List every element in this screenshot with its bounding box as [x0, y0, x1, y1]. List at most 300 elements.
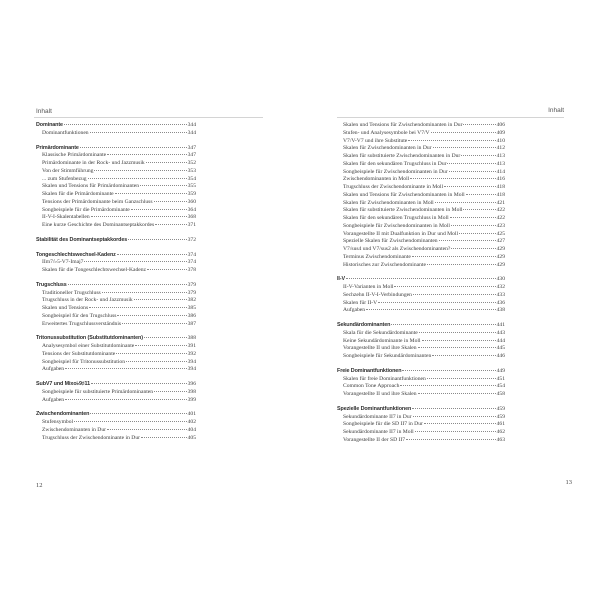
dot-leader [91, 382, 187, 384]
dot-leader [463, 123, 495, 125]
entry-page-number: 355 [187, 183, 196, 190]
entry-label: Aufgaben [42, 366, 65, 373]
toc-entry[interactable] [337, 383, 505, 391]
entry-label: Dominantfunktionen [42, 129, 89, 136]
dot-leader [449, 170, 496, 172]
entry-label: Songbeispiele für Zwischendominanten in Moll [343, 222, 450, 229]
entry-label: Skalen und Tensions für Zwischendominanten in Dur [343, 122, 463, 128]
entry-label: Aufgaben [42, 396, 65, 403]
entry-page-number: 418 [496, 191, 505, 198]
entry-page-number: 462 [496, 429, 505, 435]
toc-entry[interactable] [337, 192, 505, 200]
dot-leader [450, 216, 496, 218]
dot-leader [406, 438, 496, 440]
entry-page-number: 429 [496, 261, 505, 268]
toc-entry[interactable] [337, 184, 505, 192]
entry-label: Zwischendominanten in Dur [42, 426, 107, 433]
header-rule [337, 117, 564, 118]
dot-leader [91, 215, 187, 217]
entry-page-number: 379 [187, 289, 196, 296]
dot-leader [107, 153, 186, 155]
entry-label: Sekundärdominante II7 in Moll [343, 429, 414, 435]
entry-label: Von der Stimmführung [42, 167, 94, 174]
toc-entry[interactable] [36, 297, 196, 305]
entry-page-number: 354 [187, 175, 196, 182]
entry-page-number: 353 [187, 167, 196, 174]
dot-leader [439, 239, 496, 241]
entry-label: Skalen für substituierte Zwischendominanten in Moll [343, 207, 463, 214]
dot-leader [134, 298, 187, 300]
entry-page-number: 458 [496, 391, 505, 397]
toc-entry[interactable] [337, 284, 505, 292]
entry-page-number: 433 [496, 291, 505, 298]
toc-entry[interactable] [337, 376, 505, 384]
toc-entry[interactable] [36, 130, 196, 138]
toc-chapter-heading[interactable] [337, 322, 505, 330]
entry-page-number: 421 [496, 199, 505, 206]
entry-label: V7/V-V7 und ihre Substitute [343, 137, 408, 144]
entry-label: Songbeispiel für Tritonussubstitution [42, 358, 125, 365]
entry-label: Trugschluss der Zwischendominante in Dur [42, 434, 140, 441]
header-rule [34, 117, 263, 118]
toc-entry[interactable] [36, 290, 196, 298]
dot-leader [65, 398, 187, 400]
dot-leader [84, 260, 186, 262]
toc-section [337, 406, 505, 445]
toc-entry[interactable] [36, 207, 196, 215]
entry-label: Zwischendominanten [36, 411, 90, 418]
entry-label: Spezielle Skalen für Zwischendominanten [343, 238, 438, 245]
dot-leader [154, 390, 187, 392]
toc-entry[interactable] [337, 169, 505, 177]
toc-entry[interactable] [36, 313, 196, 321]
entry-page-number: 429 [496, 253, 505, 260]
entry-label: Traditioneller Trugschluss [42, 289, 101, 296]
dot-leader [117, 314, 186, 316]
entry-page-number: 359 [187, 191, 196, 197]
dot-leader [94, 169, 186, 171]
entry-label: Common Tone Approach [343, 383, 400, 390]
entry-label: Songbeispiele für die SD II7 in Dur [343, 421, 423, 428]
dot-leader [435, 201, 496, 203]
entry-label: Trugschluss in der Rock- und Jazzmusik [42, 297, 133, 304]
entry-page-number: 364 [187, 206, 196, 213]
entry-label: Eine kurze Geschichte des Dominantseptakkordes [42, 222, 155, 228]
dot-leader [408, 139, 495, 141]
entry-label: Skalen und Tensions [42, 305, 89, 311]
entry-label: Skalen für freie Dominantfunktionen [343, 375, 426, 382]
entry-page-number: 463 [496, 436, 505, 443]
entry-label: Trugschluss der Zwischendominante in Moll [343, 184, 444, 190]
entry-page-number: 405 [187, 434, 196, 441]
dot-leader [126, 360, 187, 362]
entry-page-number: 374 [187, 259, 196, 266]
dot-leader [154, 200, 187, 202]
entry-page-number: 432 [496, 284, 505, 290]
toc-entry[interactable] [36, 343, 196, 351]
dot-leader [115, 192, 187, 194]
dot-leader [412, 407, 495, 409]
entry-page-number: 392 [187, 350, 196, 357]
running-head: Inhalt [36, 108, 52, 115]
toc-entry[interactable] [337, 246, 505, 254]
dot-leader [444, 185, 495, 187]
dot-leader [466, 193, 496, 195]
entry-label: Sekundärdominante II7 in Dur [343, 413, 412, 420]
entry-page-number: 394 [187, 366, 196, 373]
entry-page-number: 430 [496, 276, 505, 283]
dot-leader [140, 184, 187, 186]
entry-label: Trugschluss [36, 281, 67, 288]
toc-entry[interactable] [36, 351, 196, 359]
entry-label: Primärdominante [36, 144, 79, 151]
entry-page-number: 347 [187, 144, 196, 151]
entry-page-number: 391 [187, 343, 196, 349]
toc-chapter-heading[interactable] [36, 381, 196, 389]
toc-entry[interactable] [337, 353, 505, 361]
entry-label: Songbeispiel für den Trugschluss [42, 312, 117, 319]
dot-leader [122, 322, 187, 324]
entry-page-number: 398 [187, 388, 196, 395]
entry-page-number: 344 [187, 129, 196, 136]
entry-label: Tritonussubstitution (Substitutdominanten) [36, 335, 143, 342]
dot-leader [432, 354, 495, 356]
entry-page-number: 427 [496, 238, 505, 245]
toc-entry[interactable] [36, 191, 196, 199]
dot-leader [146, 161, 187, 163]
dot-leader [117, 253, 187, 255]
dot-leader [131, 208, 187, 210]
entry-label: Dominante [36, 122, 63, 128]
toc-entry[interactable] [337, 176, 505, 184]
entry-label: Spezielle Dominantfunktionen [337, 405, 412, 412]
dot-leader [418, 392, 496, 394]
dot-leader [413, 415, 496, 417]
entry-page-number: 394 [187, 358, 196, 365]
entry-label: Stabilität des Dominantseptakkordes [36, 236, 128, 243]
entry-label: Skalen für den sekundären Trugschluss in Dur [343, 160, 447, 167]
entry-page-number: 409 [496, 129, 505, 136]
toc-entry[interactable] [36, 168, 196, 176]
entry-label: Skalen für den sekundären Trugschluss in Moll [343, 215, 449, 221]
toc-section [36, 237, 196, 245]
toc-entry[interactable] [337, 207, 505, 215]
dot-leader [463, 208, 495, 210]
toc-section [36, 145, 196, 230]
toc-entry[interactable] [36, 305, 196, 313]
toc-entry[interactable] [337, 391, 505, 399]
toc-entry[interactable] [337, 238, 505, 246]
entry-label: Keine Sekundärdominante in Moll [343, 337, 421, 344]
entry-page-number: 344 [187, 122, 196, 128]
entry-page-number: 371 [187, 222, 196, 228]
entry-page-number: 423 [496, 222, 505, 229]
dot-leader [413, 293, 496, 295]
entry-label: Sechzehn II-V-I-Verbindungen [343, 291, 412, 298]
entry-label: Erweitertes Trugschlussverständnis [42, 320, 122, 327]
toc-entry[interactable] [337, 345, 505, 353]
toc-entry[interactable] [36, 222, 196, 230]
dot-leader [107, 428, 187, 430]
entry-page-number: 418 [496, 184, 505, 190]
entry-page-number: 360 [187, 198, 196, 205]
entry-label: Skalen für substituierte Zwischendominanten in Dur [343, 153, 461, 159]
entry-label: Stufen- und Analysesymbole bei V7/V [343, 129, 430, 136]
entry-label: Sekundärdominanten [337, 322, 391, 328]
entry-page-number: 449 [496, 367, 505, 374]
page-number: 12 [36, 482, 43, 489]
entry-label: Vorangestellte II und ihre Skalen [343, 391, 417, 397]
entry-page-number: 412 [496, 145, 505, 152]
entry-page-number: 396 [187, 381, 196, 387]
dot-leader [378, 301, 495, 303]
entry-label: Vorangestellte II mit Dualfunktion in Dur und Moll [343, 230, 459, 237]
toc-section [36, 252, 196, 275]
dot-leader [65, 367, 187, 369]
toc-section [36, 411, 196, 442]
dot-leader [422, 339, 496, 341]
entry-page-number: 438 [496, 307, 505, 314]
entry-page-number: 444 [496, 337, 505, 344]
toc-entry[interactable] [337, 262, 505, 270]
dot-leader [68, 283, 187, 285]
entry-page-number: 347 [187, 152, 196, 159]
toc-chapter-heading[interactable] [36, 237, 196, 245]
toc-chapter-heading[interactable] [337, 368, 505, 376]
entry-page-number: 385 [187, 305, 196, 311]
table-of-contents [337, 122, 505, 452]
entry-label: Tongeschlechtswechsel-Kadenz [36, 251, 116, 258]
toc-entry[interactable] [337, 429, 505, 437]
dot-leader [419, 331, 496, 333]
toc-entry[interactable] [337, 254, 505, 262]
entry-page-number: 404 [187, 426, 196, 433]
entry-page-number: 379 [187, 281, 196, 288]
entry-page-number: 401 [187, 411, 196, 418]
toc-section [337, 322, 505, 361]
toc-entry[interactable] [337, 330, 505, 338]
toc-section [337, 122, 505, 269]
toc-entry[interactable] [337, 145, 505, 153]
entry-page-number: 425 [496, 230, 505, 237]
dot-leader [451, 224, 496, 226]
dot-leader [427, 263, 496, 265]
dot-leader [433, 146, 496, 148]
entry-label: SubV7 und Mixo♭9♯11 [36, 381, 90, 387]
dot-leader [147, 268, 187, 270]
entry-label: Aufgaben [343, 307, 366, 314]
entry-label: Skalen und Tensions für Zwischendominanten in Moll [343, 191, 465, 198]
toc-entry[interactable] [36, 427, 196, 435]
entry-label: Skalen für Zwischendominanten in Moll [343, 199, 434, 206]
toc-entry[interactable] [337, 437, 505, 445]
dot-leader [90, 131, 187, 133]
toc-entry[interactable] [36, 267, 196, 275]
toc-entry[interactable] [337, 153, 505, 161]
toc-section [36, 381, 196, 404]
entry-label: Songbeispiele für substituierte Primärdominanten [42, 388, 154, 395]
entry-label: Zwischendominanten in Moll [343, 176, 410, 183]
entry-label: V7/sus4 und V7/sus2 als Zwischendominanten? [343, 246, 451, 252]
toc-entry[interactable] [36, 419, 196, 427]
entry-page-number: 454 [496, 383, 505, 390]
entry-label: Primärdominante in der Rock- und Jazzmusik [42, 160, 145, 166]
dot-leader [80, 146, 187, 148]
dot-leader [394, 285, 495, 287]
entry-page-number: 388 [187, 335, 196, 342]
toc-entry[interactable] [337, 161, 505, 169]
toc-entry[interactable] [337, 215, 505, 223]
entry-page-number: 374 [187, 251, 196, 258]
dot-leader [64, 123, 187, 125]
entry-label: ... zum Stufenbezug [42, 175, 87, 182]
entry-page-number: 461 [496, 421, 505, 428]
dot-leader [391, 323, 495, 325]
entry-page-number: 368 [187, 214, 196, 221]
toc-section [337, 276, 505, 315]
entry-page-number: 451 [496, 375, 505, 382]
toc-section [36, 335, 196, 374]
entry-label: Vorangestellte II der SD II7 [343, 436, 406, 443]
entry-page-number: 410 [496, 137, 505, 144]
dot-leader [461, 154, 495, 156]
dot-leader [155, 223, 186, 225]
dot-leader [402, 369, 495, 371]
toc-chapter-heading[interactable] [337, 406, 505, 414]
entry-page-number: 445 [496, 345, 505, 352]
toc-entry[interactable] [36, 259, 196, 267]
dot-leader [412, 255, 496, 257]
entry-label: Analysesymbol einer Substitutdominante [42, 343, 135, 349]
dot-leader [90, 412, 186, 414]
entry-label: IIm7/♭5-V7-Imaj7 [42, 259, 84, 266]
dot-leader [451, 247, 495, 249]
entry-page-number: 382 [187, 297, 196, 304]
dot-leader [141, 436, 187, 438]
toc-entry[interactable] [36, 366, 196, 374]
dot-leader [346, 277, 496, 279]
toc-chapter-heading[interactable] [36, 145, 196, 153]
entry-page-number: 378 [187, 267, 196, 273]
entry-label: Songbeispiele für Sekundärdominanten [343, 353, 432, 359]
toc-entry[interactable] [337, 338, 505, 346]
entry-page-number: 402 [187, 419, 196, 425]
dot-leader [415, 430, 496, 432]
entry-label: Freie Dominantfunktionen [337, 367, 402, 374]
dot-leader [74, 420, 187, 422]
entry-label: Tensions der Primärdominante beim Ganzschluss [42, 198, 153, 205]
right-page [300, 0, 600, 600]
toc-chapter-heading[interactable] [36, 335, 196, 343]
entry-page-number: 459 [496, 405, 505, 412]
entry-label: Skalen für die Tongeschlechtswechsel-Kadenz [42, 267, 147, 273]
page-number: 13 [565, 479, 572, 486]
entry-label: Stufensymbol [42, 419, 74, 425]
entry-page-number: 399 [187, 396, 196, 403]
toc-chapter-heading[interactable] [36, 282, 196, 290]
dot-leader [128, 238, 186, 240]
dot-leader [410, 177, 495, 179]
toc-entry[interactable] [36, 214, 196, 222]
entry-page-number: 443 [496, 329, 505, 336]
entry-page-number: 386 [187, 312, 196, 319]
toc-entry[interactable] [36, 152, 196, 160]
toc-entry[interactable] [337, 223, 505, 231]
entry-page-number: 414 [496, 168, 505, 175]
toc-section [36, 282, 196, 329]
entry-page-number: 459 [496, 413, 505, 420]
entry-page-number: 446 [496, 353, 505, 359]
entry-label: Skalen für II-V [343, 299, 378, 306]
entry-label: Songbeispiele für die Primärdominante [42, 206, 130, 213]
toc-chapter-heading[interactable] [36, 122, 196, 130]
running-head: Inhalt [548, 107, 564, 114]
entry-page-number: 422 [496, 215, 505, 221]
toc-entry[interactable] [36, 435, 196, 443]
dot-leader [431, 131, 496, 133]
toc-entry[interactable] [36, 183, 196, 191]
entry-label: II-V-Varianten in Moll [343, 284, 394, 290]
entry-page-number: 416 [496, 176, 505, 183]
dot-leader [144, 336, 187, 338]
entry-page-number: 436 [496, 299, 505, 306]
dot-leader [366, 308, 496, 310]
entry-label: II-V [337, 276, 345, 283]
entry-label: II-V-I-Skalentabellen [42, 214, 90, 221]
dot-leader [447, 162, 495, 164]
toc-chapter-heading[interactable] [337, 276, 505, 284]
entry-page-number: 372 [187, 236, 196, 243]
toc-entry[interactable] [337, 122, 505, 130]
entry-page-number: 413 [496, 160, 505, 167]
entry-page-number: 413 [496, 153, 505, 159]
entry-page-number: 422 [496, 207, 505, 214]
toc-entry[interactable] [337, 292, 505, 300]
dot-leader [88, 177, 187, 179]
toc-entry[interactable] [36, 199, 196, 207]
dot-leader [102, 291, 187, 293]
dot-leader [418, 346, 496, 348]
entry-label: Songbeispiele für Zwischendominanten in Dur [343, 168, 448, 175]
entry-label: Skalen für die Primärdominante [42, 191, 114, 197]
entry-label: Terminus Zwischendominante [343, 253, 411, 260]
entry-label: Historisches zur Zwischendominante [343, 261, 426, 268]
toc-entry[interactable] [36, 321, 196, 329]
toc-entry[interactable] [36, 389, 196, 397]
entry-label: Vorangestellte II und ihre Skalen [343, 345, 417, 352]
toc-chapter-heading[interactable] [36, 411, 196, 419]
toc-section [36, 122, 196, 138]
entry-label: Tensions der Substitutdominante [42, 350, 116, 357]
entry-page-number: 406 [496, 122, 505, 128]
entry-page-number: 387 [187, 320, 196, 327]
toc-entry[interactable] [337, 421, 505, 429]
dot-leader [135, 344, 186, 346]
dot-leader [400, 384, 495, 386]
entry-label: Skalen und Tensions für Primärdominanten [42, 183, 140, 190]
dot-leader [89, 306, 186, 308]
toc-entry[interactable] [337, 307, 505, 315]
entry-page-number: 429 [496, 246, 505, 252]
entry-label: Klassische Primärdominante [42, 152, 107, 159]
entry-label: Skalen für Zwischendominanten in Dur [343, 145, 432, 152]
toc-entry[interactable] [337, 130, 505, 138]
dot-leader [459, 232, 496, 234]
toc-entry[interactable] [36, 160, 196, 168]
toc-section [337, 368, 505, 399]
entry-label: Skala für die Sekundärdominante [343, 329, 418, 336]
toc-entry[interactable] [36, 397, 196, 405]
